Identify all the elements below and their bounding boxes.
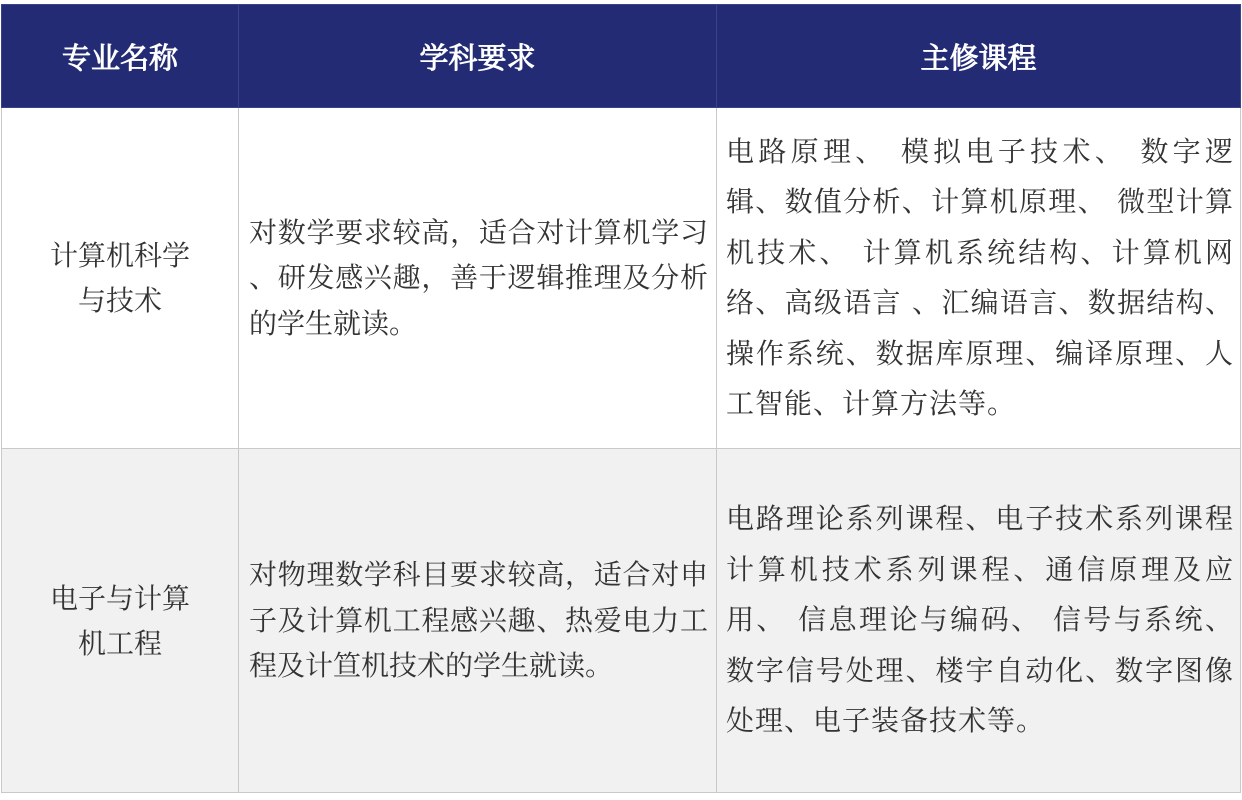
requirement-cell: 对物理数学科目要求较高，适合对申子及计算机工程感兴趣、热爱电力工程及计笪机技术的学生就读。	[239, 449, 717, 793]
table-header	[2, 5, 1241, 108]
header-row	[2, 5, 1241, 108]
table-body	[2, 108, 1241, 793]
major-name-cell	[2, 449, 239, 793]
courses-cell: 电路原理、 模拟电子技术、 数字逻辑、数值分析、计算机原理、 微型计算机技术、 计算机系统结构、计算机网络、高级语言 、汇编语言、数据结构、操作系统、数据库原理、编译原理、人工智能、计算方法等。	[717, 108, 1241, 449]
header-main-courses: 主修课程	[717, 5, 1241, 108]
major-name-cell	[2, 108, 239, 449]
header-subject-requirement: 学科要求	[239, 5, 717, 108]
major-name: 电子与计算机工程	[49, 581, 190, 660]
major-name: 计算机科学与技术	[49, 239, 190, 317]
table-row	[2, 108, 1241, 449]
table-row	[2, 449, 1241, 793]
courses-cell: 电路理论系列课程、电子技术系列课程计算机技术系列课程、通信原理及应用、 信息理论与编码、 信号与系统、数字信号处理、楼宇自动化、数字图像处理、电子装备技术等。	[717, 449, 1241, 793]
majors-table	[1, 4, 1241, 793]
requirement-cell: 对数学要求较高，适合对计算机学习 、研发感兴趣，善于逻辑推理及分析的学生就读。	[239, 108, 717, 449]
header-major-name: 专业名称	[2, 5, 239, 108]
